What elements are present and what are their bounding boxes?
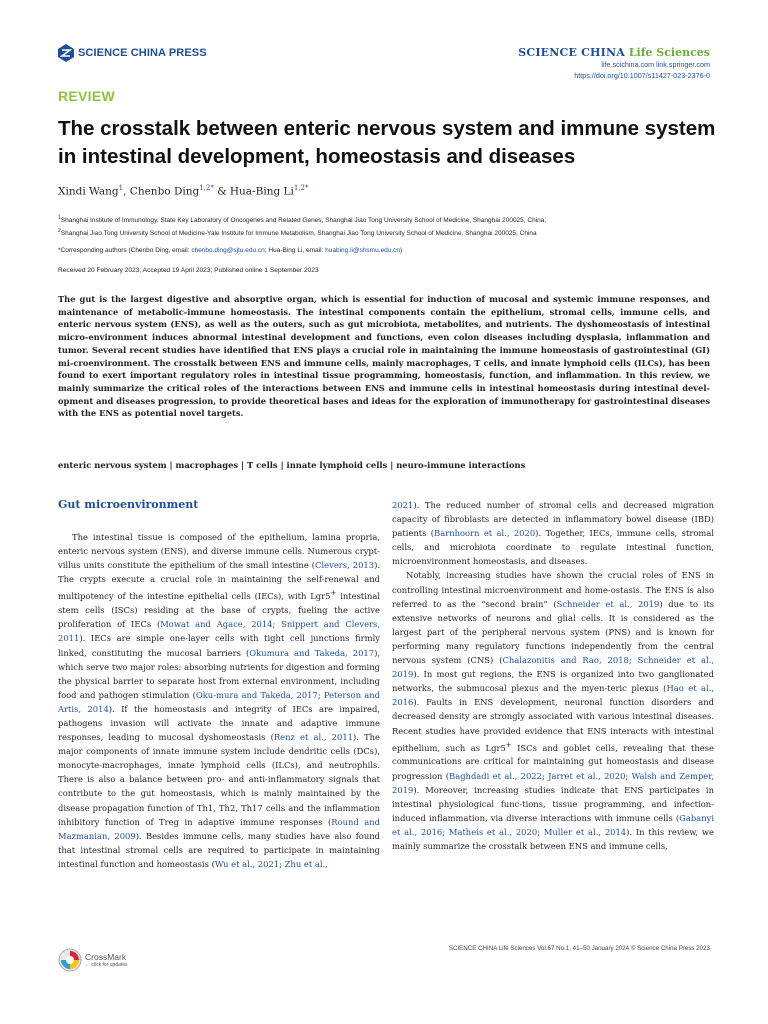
text-run: ; [272, 619, 282, 630]
text-run: ; [442, 826, 449, 837]
citation-link[interactable]: Oku-mura and Takeda, 2017 [195, 689, 318, 700]
publisher-name: SCIENCE CHINA PRESS [78, 47, 207, 59]
author-affiliation-marker[interactable]: 1 [118, 184, 124, 192]
journal-links[interactable]: life.scichina.com link.springer.com [601, 60, 710, 69]
text-run: ). Besides immune cells, many studies have also found that intestinal stromal cells are required to participate in maintaining intestinal function and homeostasis ( [58, 830, 380, 869]
text-run: ). Faults in ENS development, neuronal function disorders and decreased density are strongly associated with various intestinal diseases. Recent studies have provided evidence that ENS interacts with intestinal epithelium, such as Lgr5 [392, 697, 714, 753]
body-paragraph-continued [392, 498, 714, 568]
author-affiliation-marker[interactable]: 1,2* [199, 184, 214, 192]
body-paragraph [58, 530, 380, 871]
correspondence-prefix: *Corresponding authors (Chenbo Ding, email: [58, 247, 192, 254]
citation-link[interactable]: Peterson and Artis, 2014 [58, 689, 381, 714]
text-run: ISCs and goblet cells, revealing that these communications are critical for maintaining gut homeostasis and disease progression ( [392, 742, 714, 781]
correspondence-suffix: ) [400, 247, 403, 254]
text-run: Notably, increasing studies have shown the crucial roles of ENS in controlling intestinal microenvironment and home-ostasis. The ENS is also referred to as the “second brain” ( [392, 570, 714, 609]
affiliation-marker: 1 [58, 215, 61, 221]
author-name: Xindi Wang [58, 185, 119, 198]
text-run: ), which serve two major roles: absorbing nutrients for digestion and forming the physical barrier to separate host from external environment, including food and pathogen stimulation ( [58, 647, 380, 700]
affiliation-marker: 2 [58, 228, 61, 235]
text-run: ). The reduced number of stromal cells and decreased migration capacity of fibroblasts are detected in inflammatory bowel disease (IBD) patients ( [392, 500, 714, 539]
author-separator: & [213, 185, 230, 198]
citation-link[interactable]: Zhu et al., [284, 858, 328, 869]
crossmark-badge[interactable] [58, 948, 128, 972]
text-run: ). If the homeostasis and integrity of IECs are impaired, pathogens invasion will activate the innate and adaptive immune responses, leading to mucosal dyshomeostasis ( [58, 703, 380, 743]
citation-link[interactable]: Okumura and Takeda, 2017 [249, 647, 375, 658]
crossmark-icon [58, 948, 82, 972]
text-run: ; [541, 770, 549, 781]
body-column-right [392, 498, 714, 853]
author-affiliation-marker[interactable]: 1,2* [293, 184, 309, 192]
page-footer: SCIENCE CHINA Life Sciences Vol.67 No.1, 41–50 January 2024 © Science China Press 2023 [448, 945, 710, 952]
affiliations [58, 213, 718, 239]
article-title: The crosstalk between enteric nervous system and immune system in intestinal development, homeostasis and diseases [58, 117, 716, 168]
superscript: + [330, 589, 337, 598]
correspondence-middle: ; Hua-Bing Li, email: [264, 247, 326, 254]
author-list [58, 184, 309, 198]
citation-link[interactable]: Hao et al., 2016 [392, 683, 715, 708]
author-separator: , [123, 185, 130, 198]
crossmark-subtitle: ← click for updates [85, 962, 128, 968]
author-name: Chenbo Ding [129, 185, 200, 198]
journal-name-primary: SCIENCE CHINA [518, 46, 625, 59]
author-name: Hua-Bing Li [229, 185, 294, 198]
citation-link[interactable]: Schneider et al., 2019 [392, 655, 714, 680]
superscript: + [505, 740, 512, 749]
publication-dates: Received 20 February 2023; Accepted 19 April 2023; Published online 1 September 2023 [58, 267, 319, 274]
journal-header [518, 46, 710, 81]
citation-link[interactable]: Gabanyi et al., 2016 [392, 812, 714, 837]
text-run: intestinal stem cells (ISCs) residing at the base of crypts, fueling the active proliferation of IECs ( [58, 591, 381, 630]
affiliation-line [58, 226, 718, 239]
publisher-emblem-icon [58, 44, 74, 62]
text-run: ). The major components of innate immune system include dendritic cells (DCs), monocyte-macrophages, innate lymphoid cells (ILCs), and neutrophils. There is also a balance between pro- and anti-inflammatory signals that contribute to the gut homeostasis, which is mainly maintained by the disease propagation function of Th1, Th2, Th17 cells and the inflammation inhibitory function of Treg in adaptive immune responses ( [58, 732, 380, 827]
citation-link[interactable]: 2021 [392, 500, 414, 510]
abstract: The gut is the largest digestive and absorptive organ, which is essential for induction of mucosal and systemic immune responses, and maintenance of metabolic-immune homeostasis. The intestinal components contain the epithelium, stromal cells, immune cells, and enteric nervous system (ENS), as well as the outers, such as gut microbiota, metabolites, and nutrients. The dyshomeostasis of intestinal micro-environment induces abnormal intestinal development and functions, even colon diseases including dysplasia, inflammation and tumor. Several recent studies have identified that ENS plays a crucial role in maintaining the immune homeostasis of gastrointestinal (GI) mi-croenvironment. The crosstalk between ENS and immune cells, mainly macrophages, T cells, and innate lymphoid cells (ILCs), has been found to exert important regulatory roles in intestinal tissue programming, homeostasis, function, and inflammation. In this review, we mainly summarize the critical roles of the interactions between ENS and immune cells in intestinal homeostasis during intestinal devel-opment and diseases progression, to provide theoretical bases and ideas for the exploration of immunotherapy for gastrointestinal diseases with the ENS as potential novel targets. [58, 294, 710, 419]
text-run: ) due to its extensive networks of neurons and glial cells. It is considered as the largest part of the peripheral nervous system (PNS) and is known for performing many regulatory functions independently from the central nervous system (CNS) ( [392, 598, 714, 666]
keywords: enteric nervous system | macrophages | T cells | innate lymphoid cells | neuro-immune interactions [58, 460, 526, 470]
publisher-logo[interactable] [58, 44, 207, 62]
text-run: ; [625, 770, 632, 781]
text-run: ). Together, IECs, immune cells, stromal cells, and microbiota coordinate to regulate intestinal function, microenvironment homeostasis, and diseases. [392, 528, 715, 567]
text-run: The intestinal tissue is composed of the epithelium, lamina propria, enteric nervous system (ENS), and diverse immune cells. Numerous crypt-villus units constitute the epithelium of the small intestine ( [58, 532, 380, 571]
citation-link[interactable]: Baghdadi et al., 2022 [449, 770, 542, 781]
citation-link[interactable]: Round and Mazmanian, 2009 [58, 816, 380, 841]
citation-link[interactable]: Jarret et al., 2020 [548, 770, 626, 781]
citation-link[interactable]: Walsh and Zemper, 2019 [392, 770, 715, 795]
text-run: ). IECs are simple one-layer cells with tight cell junctions firmly linked, constituting the mucosal barriers ( [58, 633, 380, 658]
text-run: ; [279, 858, 285, 869]
affiliation-text: Shanghai Institute of Immunology, State Key Laboratory of Oncogenes and Related Genes, Shanghai Jiao Tong University School of Medicine, Shanghai 200025, China; [60, 217, 547, 225]
crossmark-title: CrossMark [85, 952, 127, 962]
text-run: ). The crypts execute a crucial role in maintaining the self-renewal and multipotency of the intestine epithelial cells (IECs), with Lgr5 [58, 560, 380, 602]
email-link-ding[interactable]: chenbo.ding@sjtu.edu.cn [191, 247, 265, 254]
section-heading: Gut microenvironment [58, 498, 199, 511]
article-doi-link[interactable]: https://doi.org/10.1007/s11427-023-2376-0 [574, 70, 710, 80]
corresponding-authors [58, 247, 718, 254]
body-column-left [58, 498, 380, 871]
text-run: ). In this review, we mainly summarize the crosstalk between ENS and immune cells, [392, 826, 715, 852]
affiliation-text: Shanghai Jiao Tong University School of Medicine-Yale Institute for Immune Metabolism, Shanghai Jiao Tong University School of Medicine, Shanghai 200025, China [60, 230, 537, 238]
citation-link[interactable]: Snippert and Clevers, 2011 [58, 619, 381, 644]
body-paragraph [392, 568, 714, 853]
citation-link[interactable]: Muller et al., 2014 [543, 826, 627, 837]
citation-link[interactable]: Schneider et al., 2019 [556, 598, 660, 609]
text-run: ; [537, 826, 544, 837]
citation-link[interactable]: Mowat and Agace, 2014 [160, 619, 273, 630]
text-run: ). In most gut regions, the ENS is organized into two ganglionated networks, the submucosal plexus and the myen-teric plexus ( [392, 669, 714, 694]
journal-name-secondary: Life Sciences [628, 46, 710, 59]
citation-link[interactable]: Matheis et al., 2020 [448, 826, 538, 837]
article-type-label: REVIEW [58, 88, 116, 104]
citation-link[interactable]: Chalazonitis and Rao, 2018 [502, 655, 629, 666]
journal-name [518, 46, 710, 60]
affiliation-line [58, 213, 718, 226]
citation-link[interactable]: Barnhoorn et al., 2020 [434, 528, 536, 539]
citation-link[interactable]: Renz et al., 2011 [273, 732, 353, 743]
text-run: ; [317, 689, 324, 700]
citation-link[interactable]: Clevers, 2013 [315, 560, 375, 571]
text-run: ). Moreover, increasing studies indicate that ENS participates in intestinal physiological func-tions, tissue programming, and infection-induced inflammation, via diverse interactions with immune cells ( [392, 784, 714, 823]
citation-link[interactable]: Wu et al., 2021 [214, 858, 280, 869]
text-run: ; [628, 655, 638, 666]
email-link-li[interactable]: huabing.li@shsmu.edu.cn [325, 247, 401, 254]
